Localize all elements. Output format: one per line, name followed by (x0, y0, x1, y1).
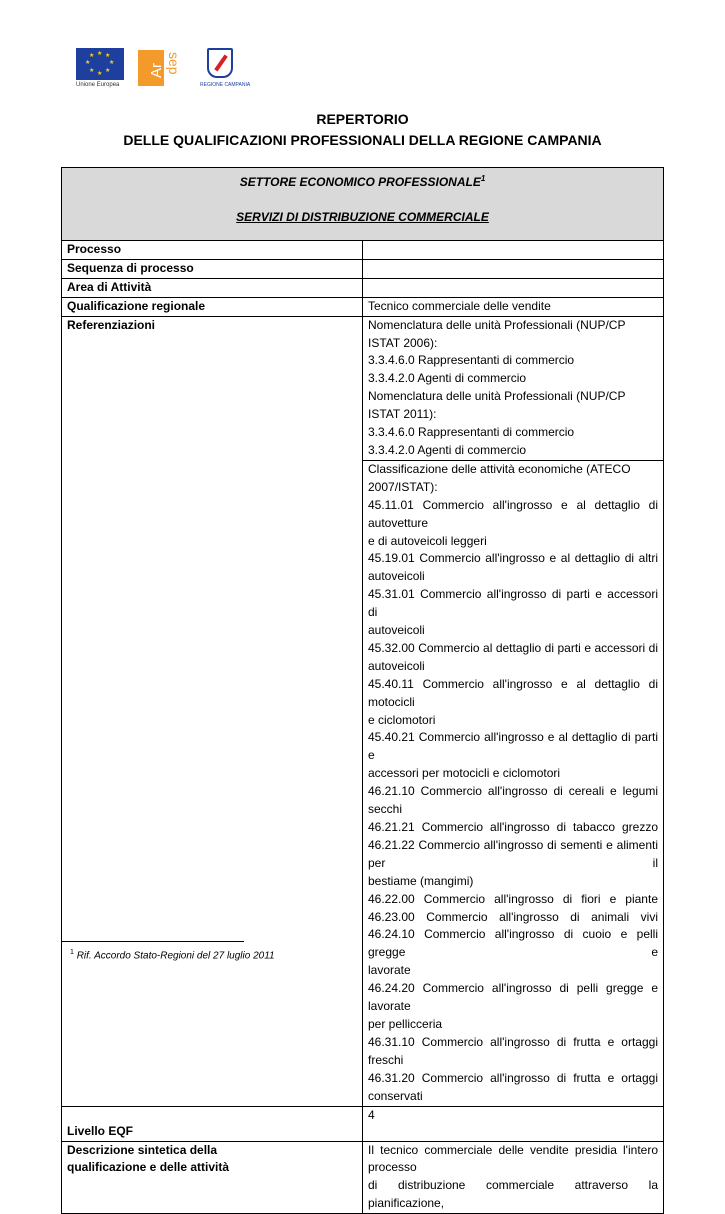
row-value-sequenza (363, 259, 664, 278)
sector-header-cell (62, 168, 664, 241)
descrizione-value-line1: Il tecnico commerciale delle vendite presidia l'intero processo (368, 1142, 658, 1175)
row-label-sequenza: Sequenza di processo (62, 259, 363, 278)
table-row (62, 316, 664, 460)
row-label-area: Area di Attività (62, 278, 363, 297)
ateco-line-cont: e ciclomotori (368, 712, 436, 727)
ateco-line: 45.19.01 Commercio all'ingrosso e al dettaglio di altri (368, 551, 658, 566)
table-row (62, 1141, 664, 1214)
nup-line: 3.3.4.6.0 Rappresentanti di commercio (368, 425, 575, 440)
ateco-line-cont: lavorate (368, 963, 411, 978)
eu-logo-label: Unione Europea (76, 82, 120, 88)
nup-line: 3.3.4.2.0 Agenti di commercio (368, 371, 527, 386)
ateco-line: 46.22.00 Commercio all'ingrosso di fiori e piante (368, 891, 658, 906)
table-row (62, 1106, 664, 1141)
arsep-logo (138, 48, 182, 88)
ateco-line: 45.40.11 Commercio all'ingrosso e al dettaglio di motocicli (368, 676, 658, 709)
row-label-processo: Processo (62, 241, 363, 260)
nup-line: Nomenclatura delle unità Professionali (NUP/CP ISTAT 2006): (368, 317, 626, 350)
nup-line: 3.3.4.2.0 Agenti di commercio (368, 442, 527, 457)
nup-line: Nomenclatura delle unità Professionali (NUP/CP ISTAT 2011): (368, 389, 626, 422)
row-label-qualificazione: Qualificazione regionale (62, 297, 363, 316)
footnote-number: 1 (70, 949, 74, 956)
ateco-line: 45.11.01 Commercio all'ingrosso e al dettaglio di autovetture (368, 497, 658, 530)
eu-flag-logo: ★ ★ ★ ★ ★ ★ ★ ★ (76, 48, 124, 80)
footnote-text: Rif. Accordo Stato-Regioni del 27 luglio 2011 (76, 950, 275, 962)
document-title-line2: DELLE QUALIFICAZIONI PROFESSIONALI DELLA REGIONE CAMPANIA (123, 132, 602, 148)
row-value-descrizione (363, 1141, 664, 1214)
document-title-line1: REPERTORIO (316, 111, 409, 127)
regione-campania-label: REGIONE CAMPANIA (200, 82, 251, 88)
row-label-descrizione (62, 1141, 363, 1214)
ateco-line: 46.24.10 Commercio all'ingrosso di cuoio e pelli gregge e (368, 927, 658, 960)
row-value-area (363, 278, 664, 297)
nup-cell (363, 316, 664, 460)
table-row (62, 259, 664, 278)
settore-heading (67, 170, 658, 192)
ateco-line: 46.21.10 Commercio all'ingrosso di cereali e legumi secchi (368, 784, 658, 817)
arsep-logo-text: Ar (148, 63, 165, 78)
shield-icon (207, 48, 233, 78)
descrizione-label-line2: qualificazione e delle attività (67, 1160, 230, 1175)
arsep-logo-text2: sep (166, 52, 182, 75)
table-header-row (62, 168, 664, 241)
settore-text: SETTORE ECONOMICO PROFESSIONALE (239, 175, 481, 189)
ateco-line: 45.31.01 Commercio all'ingrosso di parti e accessori di (368, 587, 658, 620)
servizi-heading: SERVIZI DI DISTRIBUZIONE COMMERCIALE (236, 209, 489, 224)
ateco-line-cont: bestiame (mangimi) (368, 873, 474, 888)
ateco-line-cont: accessori per motocicli e ciclomotori (368, 766, 561, 781)
ateco-line-cont: autoveicoli (368, 658, 425, 673)
ateco-line: 45.32.00 Commercio al dettaglio di parti e accessori di (368, 640, 658, 655)
footnote-divider (61, 941, 244, 942)
nup-line: 3.3.4.6.0 Rappresentanti di commercio (368, 353, 575, 368)
ateco-line: 46.31.10 Commercio all'ingrosso di frutta e ortaggi freschi (368, 1034, 658, 1067)
ateco-line: 46.23.00 Commercio all'ingrosso di animali vivi (368, 909, 658, 924)
descrizione-value-line2: di distribuzione commerciale attraverso la pianificazione, (368, 1178, 658, 1211)
ateco-line-cont: per pellicceria (368, 1016, 443, 1031)
ateco-line-cont: e di autoveicoli leggeri (368, 533, 487, 548)
footnote-ref: 1 (480, 174, 486, 183)
table-row (62, 241, 664, 260)
ateco-line: 46.21.22 Commercio all'ingrosso di sementi e alimenti per il (368, 837, 658, 870)
table-row (62, 297, 664, 316)
ateco-cell (363, 460, 664, 1106)
row-value-processo (363, 241, 664, 260)
descrizione-label-line1: Descrizione sintetica della (67, 1142, 218, 1157)
regione-campania-logo (200, 48, 251, 92)
ateco-line-cont: autoveicoli (368, 623, 425, 638)
ateco-line: 46.31.20 Commercio all'ingrosso di frutta e ortaggi conservati (368, 1070, 658, 1103)
ateco-line: 45.40.21 Commercio all'ingrosso e al dettaglio di parti e (368, 730, 658, 763)
ateco-line-cont: autoveicoli (368, 569, 425, 584)
footnote (70, 949, 275, 961)
row-value-livello: 4 (363, 1106, 664, 1141)
row-value-qualificazione: Tecnico commerciale delle vendite (363, 297, 664, 316)
ateco-title: Classificazione delle attività economiche (ATECO 2007/ISTAT): (368, 461, 631, 494)
ateco-line: 46.21.21 Commercio all'ingrosso di tabacco grezzo (368, 820, 658, 834)
table-row (62, 278, 664, 297)
qualification-table (61, 167, 664, 1214)
ateco-line: 46.24.20 Commercio all'ingrosso di pelli gregge e lavorate (368, 981, 658, 1014)
row-label-referenziazioni: Referenziazioni (62, 316, 363, 1106)
row-label-livello: Livello EQF (62, 1106, 363, 1141)
